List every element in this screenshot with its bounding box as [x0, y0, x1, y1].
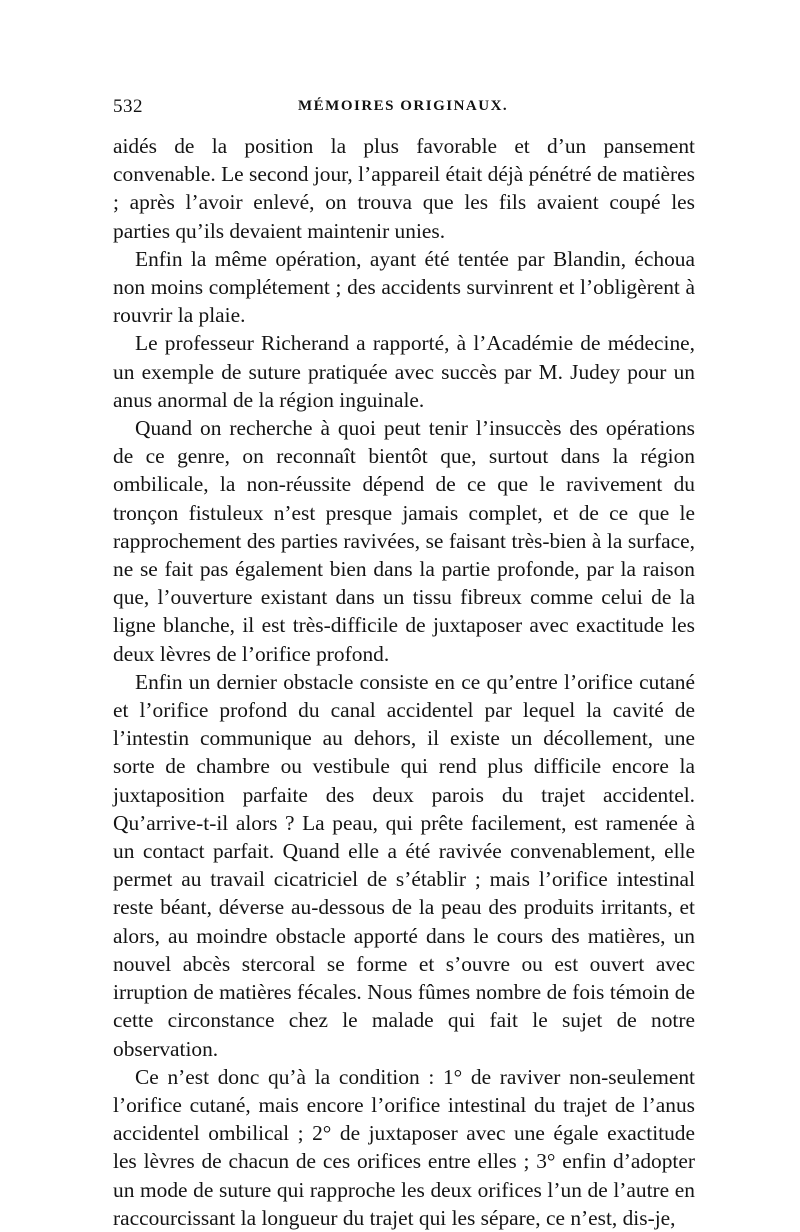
running-head: MÉMOIRES ORIGINAUX. — [298, 98, 509, 114]
paragraph-dernier-obstacle: Enfin un dernier obstacle consiste en ce qu’entre l’orifice cutané et l’orifice profond du canal accidentel par lequel la cavité de l’intestin communique au dehors, il existe un décollement, une sorte de chambre ou vestibule qui rend plus difficile encore la juxtaposition parfaite des deux parois du trajet accidentel. Qu’arrive-t-il alors ? La peau, qui prête facilement, est ramenée à un contact parfait. Quand elle a été ravivée convenablement, elle permet au travail cicatriciel de s’établir ; mais l’orifice intestinal reste béant, déverse au-dessous de la peau des produits irritants, et alors, au moindre obstacle apporté dans le cours des matières, un nouvel abcès stercoral se forme et s’ouvre ou est ouvert avec irruption de matières fécales. Nous fûmes nombre de fois témoin de cette circonstance chez le malade qui fait le sujet de notre observation. — [113, 669, 695, 1061]
page-header — [113, 96, 693, 128]
paragraph-condition: Ce n’est donc qu’à la condition : 1° de raviver non-seulement l’orifice cutané, mais encore l’orifice intestinal du trajet de l’anus accidentel ombilical ; 2° de juxtaposer avec une égale exactitude les lèvres de chacun de ces orifices entre elles ; 3° enfin d’adopter un mode de suture qui rapproche les deux orifices l’un de l’autre en raccourcissant la longueur du trajet qui les sépare, ce n’est, dis-je, — [113, 1064, 695, 1230]
paragraph-blandin: Enfin la même opération, ayant été tentée par Blandin, échoua non moins complétement ; des accidents survinrent et l’obligèrent à rouvrir la plaie. — [113, 246, 695, 328]
paragraph-continuation: aidés de la position la plus favorable et d’un pansement convenable. Le second jour, l’appareil était déjà pénétré de matières ; après l’avoir enlevé, on trouva que les fils avaient coupé les parties qu’ils devaient maintenir unies. — [113, 134, 695, 243]
paragraph-insucces: Quand on recherche à quoi peut tenir l’insuccès des opérations de ce genre, on reconnaît bientôt que, surtout dans la région ombilicale, la non-réussite dépend de ce que le ravivement du tronçon fistuleux n’est presque jamais complet, et de ce que le rapprochement des parties ravivées, se faisant très-bien à la surface, ne se fait pas également bien dans la partie profonde, par la raison que, l’ouverture existant dans un tissu fibreux comme celui de la ligne blanche, il est très-difficile de juxtaposer avec exactitude les deux lèvres de l’orifice profond. — [113, 416, 695, 666]
paragraph-richerand: Le professeur Richerand a rapporté, à l’Académie de médecine, un exemple de suture pratiquée avec succès par M. Judey pour un anus anormal de la région inguinale. — [113, 331, 695, 412]
page-number: 532 — [113, 96, 143, 117]
body-text — [113, 132, 695, 1232]
